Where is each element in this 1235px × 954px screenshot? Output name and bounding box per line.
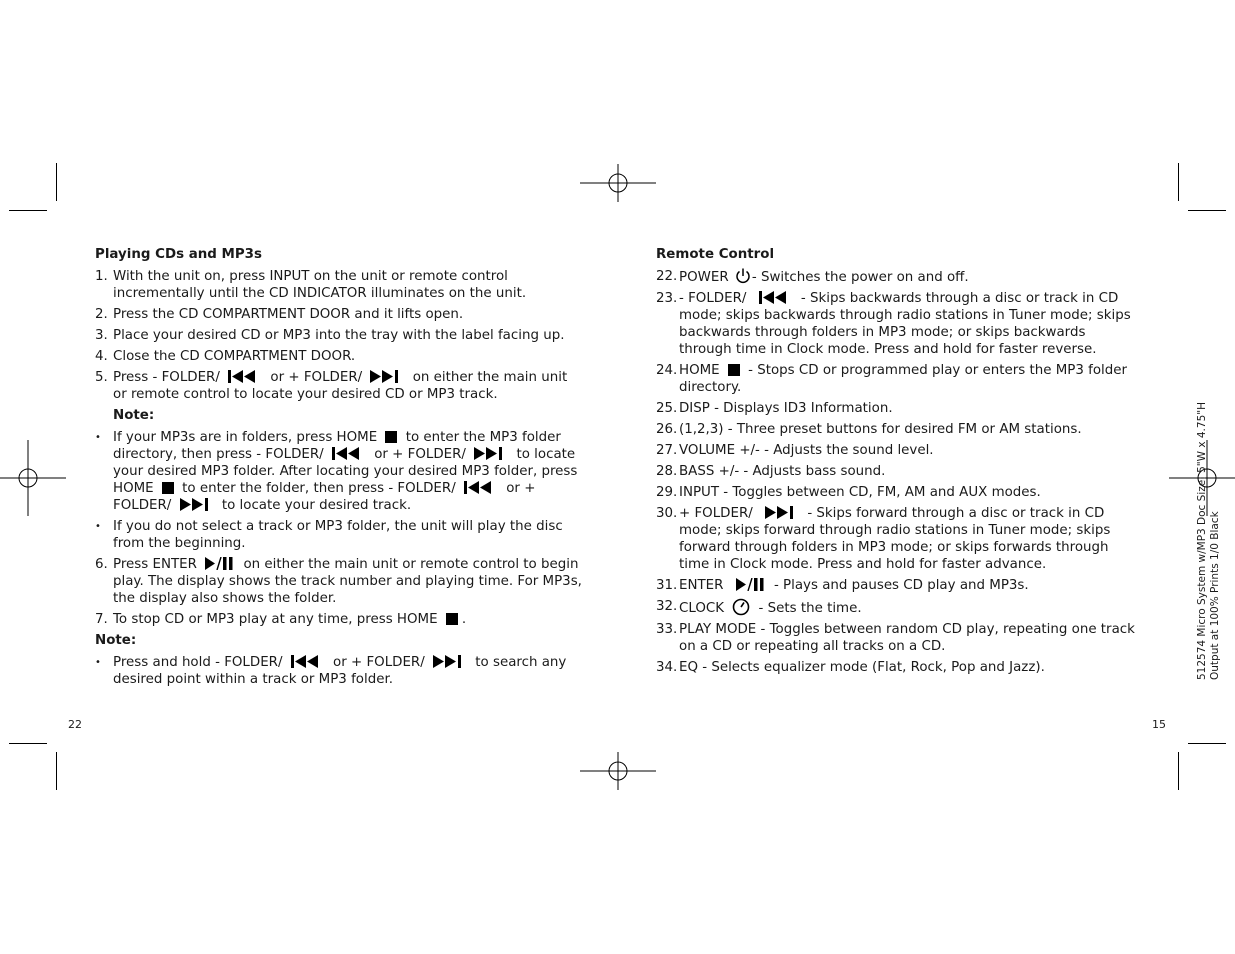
skip-forward-icon (180, 498, 214, 511)
clock-icon (732, 598, 750, 616)
crop-mark (1178, 752, 1179, 790)
step-7: 7. To stop CD or MP3 play at any time, press HOME . (95, 612, 467, 627)
skip-back-icon (332, 447, 366, 460)
power-icon (735, 268, 751, 284)
remote-item-32: 32. CLOCK - Sets the time. (656, 599, 862, 616)
play-pause-icon (736, 578, 766, 591)
remote-item-26: 26. (1,2,3) - Three preset buttons for desired FM or AM stations. (656, 422, 1082, 437)
remote-item-22: 22. POWER - Switches the power on and off. (656, 269, 969, 285)
crop-mark (56, 163, 57, 201)
skip-forward-icon (370, 370, 404, 383)
registration-mark-icon (580, 145, 656, 221)
section-heading: Remote Control (656, 247, 775, 262)
remote-item-23: 23. - FOLDER/ - Skips backwards through a disc or track in CD mode; skips backwards through radio stations in Tuner mode; skips backwards through folders in MP3 mode; or skips backwards through time in Clock mode. Press and hold for faster reverse. (656, 291, 1131, 357)
section-heading: Playing CDs and MP3s (95, 247, 262, 262)
print-info-line-2: Output at 100% Prints 1/0 Black (1209, 511, 1221, 680)
remote-item-27: 27. VOLUME +/- - Adjusts the sound level. (656, 443, 934, 458)
skip-back-icon (759, 291, 793, 304)
skip-back-icon (228, 370, 262, 383)
crop-mark (1178, 163, 1179, 201)
bullet-item: • Press and hold - FOLDER/ or + FOLDER/ to search any desired point within a track or MP3 folder. (95, 655, 567, 687)
remote-item-25: 25. DISP - Displays ID3 Information. (656, 401, 893, 416)
step-4: 4. Close the CD COMPARTMENT DOOR. (95, 349, 356, 364)
bullet-item: • If you do not select a track or MP3 folder, the unit will play the disc from the beginning. (95, 519, 563, 551)
print-info-line-1: 512574 Micro System w/MP3 Doc Size: 5"W x 4.75"H (1196, 402, 1208, 680)
left-page (95, 246, 585, 692)
skip-forward-icon (474, 447, 508, 460)
remote-item-31: 31. ENTER - Plays and pauses CD play and MP3s. (656, 578, 1029, 593)
crop-mark (9, 743, 47, 744)
bullet-item: • If your MP3s are in folders, press HOME to enter the MP3 folder directory, then press - FOLDER/ or + FOLDER/ to locate your desired MP3 folder. After locating your desired MP3 folder, press HOME to enter the folder, then press - FOLDER/ or + FOLDER/ to locate your desired track. (95, 430, 578, 513)
stop-icon (162, 482, 174, 494)
skip-back-icon (464, 481, 498, 494)
page-number-left: 22 (68, 718, 82, 731)
crop-mark (1188, 743, 1226, 744)
right-page (656, 246, 1141, 680)
step-1: 1. With the unit on, press INPUT on the unit or remote control incrementally until the CD INDICATOR illuminates on the unit. (95, 269, 527, 301)
note-label: Note: (113, 408, 155, 423)
play-pause-icon (205, 557, 235, 570)
remote-item-33: 33. PLAY MODE - Toggles between random CD play, repeating one track on a CD or repeating all tracks on a CD. (656, 622, 1135, 654)
step-3: 3. Place your desired CD or MP3 into the tray with the label facing up. (95, 328, 565, 343)
remote-item-34: 34. EQ - Selects equalizer mode (Flat, Rock, Pop and Jazz). (656, 660, 1045, 675)
registration-mark-icon (580, 733, 656, 809)
crop-mark (9, 210, 47, 211)
remote-item-24: 24. HOME - Stops CD or programmed play or enters the MP3 folder directory. (656, 363, 1128, 395)
stop-icon (728, 364, 740, 376)
stop-icon (385, 431, 397, 443)
note-label: Note: (95, 633, 137, 648)
remote-item-29: 29. INPUT - Toggles between CD, FM, AM and AUX modes. (656, 485, 1041, 500)
print-info (1196, 400, 1226, 680)
crop-mark (1188, 210, 1226, 211)
stop-icon (446, 613, 458, 625)
page-number-right: 15 (1152, 718, 1166, 731)
crop-mark (56, 752, 57, 790)
step-5: 5. Press - FOLDER/ or + FOLDER/ on either the main unit or remote control to locate your desired CD or MP3 track. (95, 370, 568, 402)
skip-forward-icon (433, 655, 467, 668)
skip-forward-icon (765, 506, 799, 519)
remote-item-28: 28. BASS +/- - Adjusts bass sound. (656, 464, 886, 479)
step-6: 6. Press ENTER on either the main unit or remote control to begin play. The display shows the track number and playing time. For MP3s, the display also shows the folder. (95, 557, 582, 606)
skip-back-icon (291, 655, 325, 668)
remote-item-30: 30. + FOLDER/ - Skips forward through a disc or track in CD mode; skips forward through radio stations in Tuner mode; skips forward through folders in MP3 mode; or skips forwards through time in Clock mode. Press and hold for faster advance. (656, 506, 1111, 572)
step-2: 2. Press the CD COMPARTMENT DOOR and it lifts open. (95, 307, 464, 322)
registration-mark-icon (0, 440, 66, 516)
